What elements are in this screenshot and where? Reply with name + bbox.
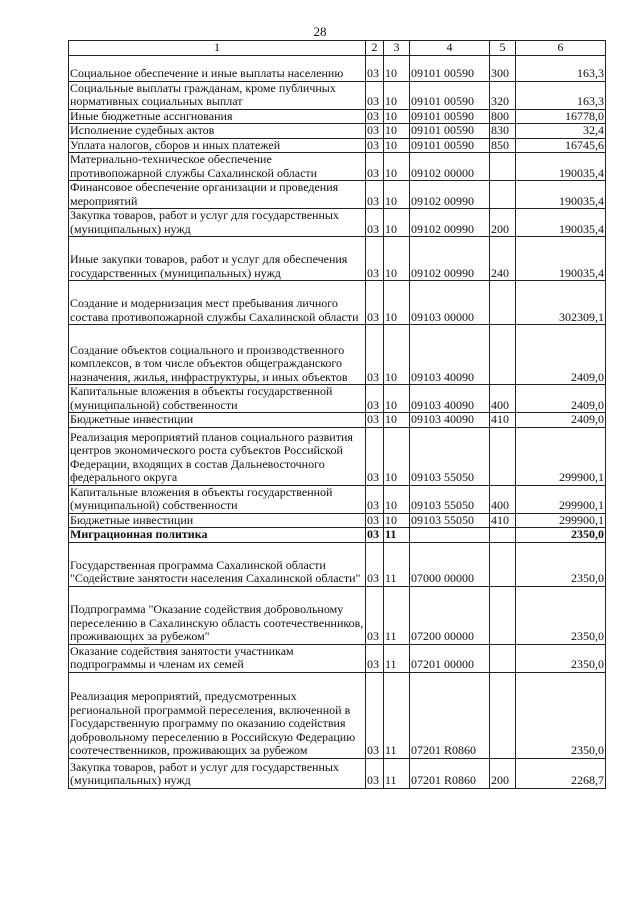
section-code-cell: 03 — [366, 109, 384, 124]
target-article-cell: 09102 00000 — [410, 153, 490, 181]
section-code-cell: 03 — [366, 528, 384, 543]
row-name-cell: Социальные выплаты гражданам, кроме публичных нормативных социальных выплат — [69, 81, 366, 109]
row-name-cell: Создание объектов социального и производственного комплексов, в том числе объектов общегражданского назначения, жилья, инфраструктуры, и иных объектов — [69, 325, 366, 385]
subsection-code-cell: 10 — [384, 485, 410, 513]
amount-cell: 190035,4 — [516, 181, 606, 209]
target-article-cell: 07000 00000 — [410, 542, 490, 586]
subsection-code-cell: 10 — [384, 427, 410, 485]
target-article-cell: 09103 40090 — [410, 385, 490, 413]
subsection-code-cell: 11 — [384, 758, 410, 788]
row-name-cell: Создание и модернизация мест пребывания личного состава противопожарной службы Сахалинской области — [69, 281, 366, 325]
amount-cell: 2268,7 — [516, 758, 606, 788]
section-code-cell: 03 — [366, 81, 384, 109]
table-row — [69, 237, 606, 281]
section-code-cell: 03 — [366, 758, 384, 788]
amount-cell: 190035,4 — [516, 237, 606, 281]
subsection-code-cell: 11 — [384, 528, 410, 543]
row-name-cell: Бюджетные инвестиции — [69, 413, 366, 428]
section-code-cell: 03 — [366, 385, 384, 413]
column-header-6: 6 — [516, 41, 606, 56]
expense-type-cell: 800 — [490, 109, 516, 124]
table-row — [69, 209, 606, 237]
section-code-cell: 03 — [366, 281, 384, 325]
target-article-cell: 09103 55050 — [410, 427, 490, 485]
table-row — [69, 153, 606, 181]
expense-type-cell: 830 — [490, 124, 516, 139]
table-row — [69, 81, 606, 109]
subsection-code-cell: 10 — [384, 237, 410, 281]
amount-cell: 2409,0 — [516, 413, 606, 428]
row-name-cell: Реализация мероприятий, предусмотренных региональной программой переселения, включенной в Государственную программу по оказанию содействия добровольному переселению в Российскую Федерацию соотечественников, проживающих за рубежом — [69, 672, 366, 758]
table-row — [69, 672, 606, 758]
amount-cell: 299900,1 — [516, 513, 606, 528]
section-code-cell: 03 — [366, 124, 384, 139]
expense-type-cell: 320 — [490, 81, 516, 109]
expense-type-cell: 200 — [490, 209, 516, 237]
section-code-cell: 03 — [366, 644, 384, 672]
row-name-cell: Капитальные вложения в объекты государственной (муниципальной) собственности — [69, 385, 366, 413]
subsection-code-cell: 10 — [384, 138, 410, 153]
row-name-cell: Капитальные вложения в объекты государственной (муниципальной) собственности — [69, 485, 366, 513]
target-article-cell: 09103 40090 — [410, 413, 490, 428]
target-article-cell: 07201 R0860 — [410, 758, 490, 788]
subsection-code-cell: 11 — [384, 672, 410, 758]
table-row — [69, 586, 606, 644]
subsection-code-cell: 10 — [384, 209, 410, 237]
table-row — [69, 413, 606, 428]
expense-type-cell: 410 — [490, 413, 516, 428]
expense-type-cell — [490, 281, 516, 325]
expense-type-cell: 300 — [490, 55, 516, 81]
table-row — [69, 281, 606, 325]
row-name-cell: Закупка товаров, работ и услуг для государственных (муниципальных) нужд — [69, 758, 366, 788]
target-article-cell: 09101 00590 — [410, 109, 490, 124]
amount-cell: 2409,0 — [516, 385, 606, 413]
row-name-cell: Материально-техническое обеспечение противопожарной службы Сахалинской области — [69, 153, 366, 181]
amount-cell: 2350,0 — [516, 586, 606, 644]
row-name-cell: Уплата налогов, сборов и иных платежей — [69, 138, 366, 153]
row-name-cell: Закупка товаров, работ и услуг для государственных (муниципальных) нужд — [69, 209, 366, 237]
amount-cell: 163,3 — [516, 81, 606, 109]
expense-type-cell: 240 — [490, 237, 516, 281]
subsection-code-cell: 10 — [384, 109, 410, 124]
table-row — [69, 181, 606, 209]
section-code-cell: 03 — [366, 413, 384, 428]
section-code-cell: 03 — [366, 542, 384, 586]
amount-cell: 302309,1 — [516, 281, 606, 325]
section-code-cell: 03 — [366, 513, 384, 528]
section-code-cell: 03 — [366, 55, 384, 81]
amount-cell: 2409,0 — [516, 325, 606, 385]
row-name-cell: Оказание содействия занятости участникам подпрограммы и членам их семей — [69, 644, 366, 672]
row-name-cell: Бюджетные инвестиции — [69, 513, 366, 528]
table-row — [69, 513, 606, 528]
section-code-cell: 03 — [366, 181, 384, 209]
expense-type-cell: 850 — [490, 138, 516, 153]
target-article-cell: 09103 55050 — [410, 485, 490, 513]
table-row — [69, 325, 606, 385]
section-code-cell: 03 — [366, 672, 384, 758]
subsection-code-cell: 11 — [384, 542, 410, 586]
column-header-1: 1 — [69, 41, 366, 56]
amount-cell: 190035,4 — [516, 209, 606, 237]
amount-cell: 16778,0 — [516, 109, 606, 124]
table-row — [69, 758, 606, 788]
expense-type-cell: 410 — [490, 513, 516, 528]
expense-type-cell — [490, 542, 516, 586]
amount-cell: 299900,1 — [516, 485, 606, 513]
subsection-code-cell: 10 — [384, 81, 410, 109]
table-row — [69, 109, 606, 124]
expense-type-cell — [490, 181, 516, 209]
section-code-cell: 03 — [366, 427, 384, 485]
section-code-cell: 03 — [366, 237, 384, 281]
page-number: 28 — [313, 24, 327, 39]
header-row — [69, 41, 606, 56]
expense-type-cell: 200 — [490, 758, 516, 788]
target-article-cell: 07201 00000 — [410, 644, 490, 672]
amount-cell: 2350,0 — [516, 528, 606, 543]
row-name-cell: Социальное обеспечение и иные выплаты населению — [69, 55, 366, 81]
row-name-cell: Иные бюджетные ассигнования — [69, 109, 366, 124]
subsection-code-cell: 10 — [384, 325, 410, 385]
section-code-cell: 03 — [366, 586, 384, 644]
expense-type-cell — [490, 528, 516, 543]
subsection-code-cell: 10 — [384, 281, 410, 325]
subsection-code-cell: 10 — [384, 513, 410, 528]
subsection-code-cell: 10 — [384, 385, 410, 413]
row-name-cell: Финансовое обеспечение организации и проведения мероприятий — [69, 181, 366, 209]
table-row — [69, 124, 606, 139]
section-code-cell: 03 — [366, 325, 384, 385]
target-article-cell: 07200 00000 — [410, 586, 490, 644]
table-body — [69, 55, 606, 788]
amount-cell: 299900,1 — [516, 427, 606, 485]
table-row — [69, 427, 606, 485]
amount-cell: 16745,6 — [516, 138, 606, 153]
subsection-code-cell: 10 — [384, 413, 410, 428]
column-header-2: 2 — [366, 41, 384, 56]
amount-cell: 190035,4 — [516, 153, 606, 181]
amount-cell: 32,4 — [516, 124, 606, 139]
subsection-code-cell: 10 — [384, 55, 410, 81]
target-article-cell: 09101 00590 — [410, 138, 490, 153]
amount-cell: 2350,0 — [516, 542, 606, 586]
row-name-cell: Иные закупки товаров, работ и услуг для обеспечения государственных (муниципальных) нужд — [69, 237, 366, 281]
table-row — [69, 644, 606, 672]
expense-type-cell — [490, 672, 516, 758]
row-name-cell: Подпрограмма "Оказание содействия добровольному переселению в Сахалинскую область соотечественников, проживающих за рубежом" — [69, 586, 366, 644]
subsection-code-cell: 10 — [384, 153, 410, 181]
target-article-cell: 09103 40090 — [410, 325, 490, 385]
budget-table — [68, 40, 606, 789]
table-row — [69, 55, 606, 81]
table-row — [69, 138, 606, 153]
expense-type-cell — [490, 325, 516, 385]
expense-type-cell — [490, 153, 516, 181]
target-article-cell: 09101 00590 — [410, 124, 490, 139]
table-row — [69, 385, 606, 413]
target-article-cell: 09102 00990 — [410, 209, 490, 237]
section-code-cell: 03 — [366, 138, 384, 153]
column-header-3: 3 — [384, 41, 410, 56]
target-article-cell — [410, 528, 490, 543]
expense-type-cell — [490, 586, 516, 644]
column-header-5: 5 — [490, 41, 516, 56]
subsection-code-cell: 10 — [384, 181, 410, 209]
amount-cell: 2350,0 — [516, 644, 606, 672]
subsection-code-cell: 11 — [384, 586, 410, 644]
amount-cell: 2350,0 — [516, 672, 606, 758]
target-article-cell: 09101 00590 — [410, 55, 490, 81]
row-name-cell: Исполнение судебных актов — [69, 124, 366, 139]
target-article-cell: 09101 00590 — [410, 81, 490, 109]
table-row — [69, 485, 606, 513]
target-article-cell: 09102 00990 — [410, 181, 490, 209]
target-article-cell: 07201 R0860 — [410, 672, 490, 758]
subsection-code-cell: 10 — [384, 124, 410, 139]
section-code-cell: 03 — [366, 485, 384, 513]
section-code-cell: 03 — [366, 209, 384, 237]
subsection-code-cell: 11 — [384, 644, 410, 672]
table-row — [69, 528, 606, 543]
column-header-4: 4 — [410, 41, 490, 56]
target-article-cell: 09102 00990 — [410, 237, 490, 281]
expense-type-cell: 400 — [490, 385, 516, 413]
row-name-cell: Реализация мероприятий планов социального развития центров экономического роста субъектов Российской Федерации, входящих в состав Дальневосточного федерального округа — [69, 427, 366, 485]
section-code-cell: 03 — [366, 153, 384, 181]
expense-type-cell — [490, 427, 516, 485]
amount-cell: 163,3 — [516, 55, 606, 81]
expense-type-cell — [490, 644, 516, 672]
row-name-cell: Государственная программа Сахалинской области "Содействие занятости населения Сахалинской области" — [69, 542, 366, 586]
table-row — [69, 542, 606, 586]
row-name-cell: Миграционная политика — [69, 528, 366, 543]
target-article-cell: 09103 00000 — [410, 281, 490, 325]
expense-type-cell: 400 — [490, 485, 516, 513]
target-article-cell: 09103 55050 — [410, 513, 490, 528]
